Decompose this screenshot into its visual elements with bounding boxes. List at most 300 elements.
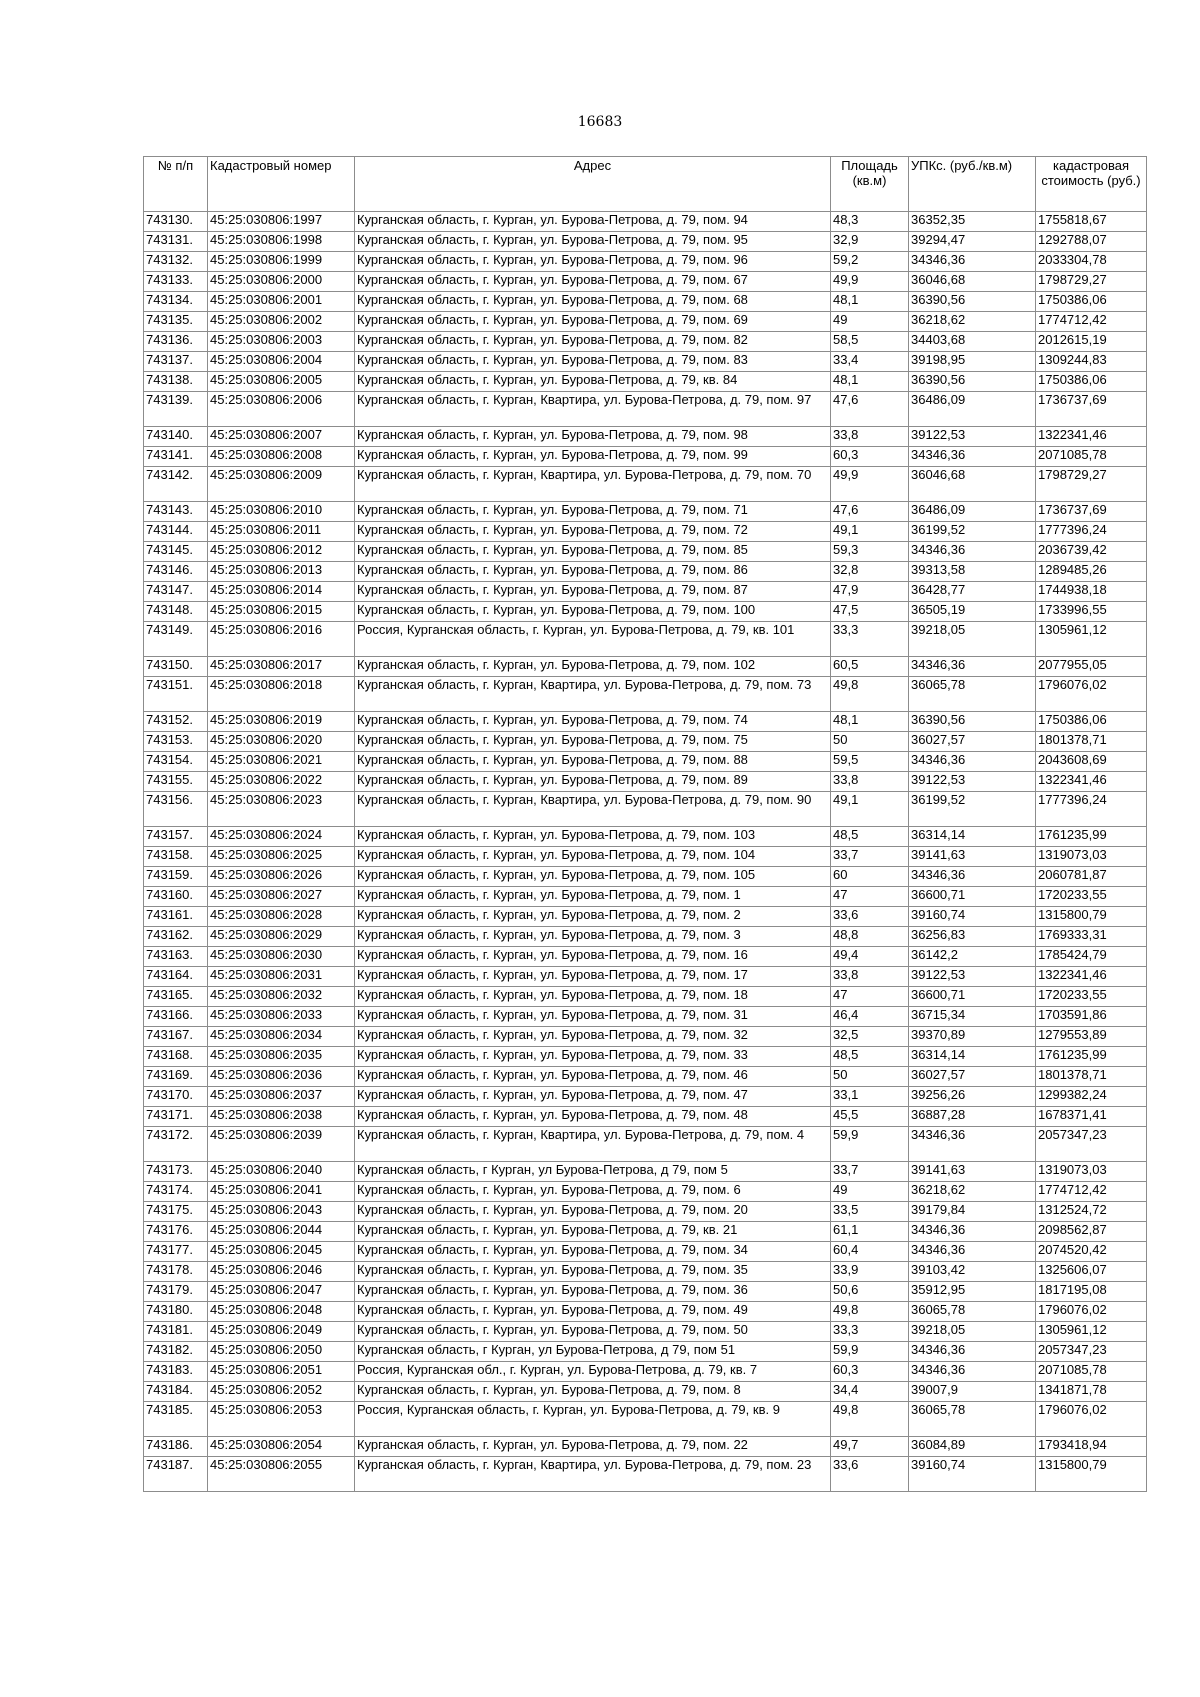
address-cell: Курганская область, г. Курган, ул. Бурова-Петрова, д. 79, пом. 18	[355, 987, 831, 1007]
cadastral-number-cell: 45:25:030806:2019	[208, 712, 355, 732]
upks-cell: 36715,34	[909, 1007, 1036, 1027]
row-number-cell: 743144.	[144, 522, 208, 542]
upks-cell: 36390,56	[909, 712, 1036, 732]
address-cell: Курганская область, г. Курган, ул. Бурова-Петрова, д. 79, пом. 89	[355, 772, 831, 792]
address-cell: Курганская область, г. Курган, ул. Бурова-Петрова, д. 79, пом. 20	[355, 1202, 831, 1222]
upks-cell: 36046,68	[909, 467, 1036, 502]
upks-cell: 36314,14	[909, 1047, 1036, 1067]
table-row	[144, 542, 1147, 562]
upks-cell: 39179,84	[909, 1202, 1036, 1222]
upks-cell: 34346,36	[909, 1342, 1036, 1362]
area-cell: 49	[831, 312, 909, 332]
area-cell: 34,4	[831, 1382, 909, 1402]
row-number-cell: 743135.	[144, 312, 208, 332]
table-row	[144, 1382, 1147, 1402]
upks-cell: 36084,89	[909, 1437, 1036, 1457]
table-row	[144, 1322, 1147, 1342]
upks-cell: 39103,42	[909, 1262, 1036, 1282]
cadastral-number-cell: 45:25:030806:2016	[208, 622, 355, 657]
row-number-cell: 743142.	[144, 467, 208, 502]
upks-cell: 34346,36	[909, 1362, 1036, 1382]
cadastral-number-cell: 45:25:030806:2041	[208, 1182, 355, 1202]
row-number-cell: 743182.	[144, 1342, 208, 1362]
cadastral-value-cell: 2057347,23	[1036, 1342, 1147, 1362]
area-cell: 32,9	[831, 232, 909, 252]
upks-cell: 36199,52	[909, 792, 1036, 827]
cadastral-value-cell: 1761235,99	[1036, 1047, 1147, 1067]
area-cell: 48,5	[831, 827, 909, 847]
row-number-cell: 743176.	[144, 1222, 208, 1242]
row-number-cell: 743160.	[144, 887, 208, 907]
table-row	[144, 1362, 1147, 1382]
area-cell: 46,4	[831, 1007, 909, 1027]
cadastral-number-cell: 45:25:030806:2027	[208, 887, 355, 907]
cadastral-value-cell: 1796076,02	[1036, 1402, 1147, 1437]
cadastral-value-cell: 1736737,69	[1036, 502, 1147, 522]
area-cell: 59,5	[831, 752, 909, 772]
row-number-cell: 743137.	[144, 352, 208, 372]
row-number-cell: 743158.	[144, 847, 208, 867]
upks-cell: 34346,36	[909, 867, 1036, 887]
area-cell: 47,6	[831, 392, 909, 427]
upks-cell: 36065,78	[909, 677, 1036, 712]
upks-cell: 36256,83	[909, 927, 1036, 947]
area-cell: 61,1	[831, 1222, 909, 1242]
cadastral-number-cell: 45:25:030806:2006	[208, 392, 355, 427]
cadastral-number-cell: 45:25:030806:2000	[208, 272, 355, 292]
cadastral-value-cell: 2036739,42	[1036, 542, 1147, 562]
table-row	[144, 1202, 1147, 1222]
area-cell: 47,5	[831, 602, 909, 622]
table-row	[144, 272, 1147, 292]
address-cell: Курганская область, г. Курган, ул. Бурова-Петрова, д. 79, пом. 85	[355, 542, 831, 562]
cadastral-number-cell: 45:25:030806:2015	[208, 602, 355, 622]
area-cell: 59,9	[831, 1342, 909, 1362]
cadastral-value-cell: 1305961,12	[1036, 1322, 1147, 1342]
area-cell: 60	[831, 867, 909, 887]
cadastral-number-cell: 45:25:030806:2054	[208, 1437, 355, 1457]
row-number-cell: 743164.	[144, 967, 208, 987]
cadastral-number-cell: 45:25:030806:2010	[208, 502, 355, 522]
address-cell: Курганская область, г. Курган, Квартира, ул. Бурова-Петрова, д. 79, пом. 23	[355, 1457, 831, 1492]
table-row	[144, 1107, 1147, 1127]
table-row	[144, 602, 1147, 622]
address-cell: Курганская область, г. Курган, ул. Бурова-Петрова, д. 79, пом. 105	[355, 867, 831, 887]
cadastral-number-cell: 45:25:030806:2031	[208, 967, 355, 987]
cadastral-number-cell: 45:25:030806:2038	[208, 1107, 355, 1127]
row-number-cell: 743163.	[144, 947, 208, 967]
area-cell: 32,5	[831, 1027, 909, 1047]
table-row	[144, 792, 1147, 827]
address-cell: Курганская область, г. Курган, ул. Бурова-Петрова, д. 79, кв. 21	[355, 1222, 831, 1242]
row-number-cell: 743146.	[144, 562, 208, 582]
address-cell: Курганская область, г. Курган, ул. Бурова-Петрова, д. 79, пом. 67	[355, 272, 831, 292]
upks-cell: 34346,36	[909, 447, 1036, 467]
row-number-cell: 743132.	[144, 252, 208, 272]
area-cell: 33,3	[831, 622, 909, 657]
area-cell: 60,3	[831, 1362, 909, 1382]
area-cell: 49	[831, 1182, 909, 1202]
table-body	[144, 212, 1147, 1492]
cadastral-number-cell: 45:25:030806:1998	[208, 232, 355, 252]
table-row	[144, 1282, 1147, 1302]
address-cell: Курганская область, г. Курган, ул. Бурова-Петрова, д. 79, пом. 1	[355, 887, 831, 907]
cadastral-value-cell: 2074520,42	[1036, 1242, 1147, 1262]
cadastral-number-cell: 45:25:030806:2008	[208, 447, 355, 467]
table-row	[144, 732, 1147, 752]
header-cadastral-number: Кадастровый номер	[208, 157, 355, 212]
row-number-cell: 743138.	[144, 372, 208, 392]
upks-cell: 39256,26	[909, 1087, 1036, 1107]
address-cell: Курганская область, г. Курган, ул. Бурова-Петрова, д. 79, кв. 84	[355, 372, 831, 392]
cadastral-value-cell: 2071085,78	[1036, 447, 1147, 467]
area-cell: 33,8	[831, 427, 909, 447]
address-cell: Курганская область, г. Курган, ул. Бурова-Петрова, д. 79, пом. 31	[355, 1007, 831, 1027]
area-cell: 59,2	[831, 252, 909, 272]
cadastral-value-cell: 1279553,89	[1036, 1027, 1147, 1047]
cadastral-value-cell: 1769333,31	[1036, 927, 1147, 947]
cadastral-number-cell: 45:25:030806:2001	[208, 292, 355, 312]
row-number-cell: 743169.	[144, 1067, 208, 1087]
row-number-cell: 743165.	[144, 987, 208, 1007]
row-number-cell: 743141.	[144, 447, 208, 467]
header-upks: УПКс. (руб./кв.м)	[909, 157, 1036, 212]
table-row	[144, 312, 1147, 332]
cadastral-number-cell: 45:25:030806:2018	[208, 677, 355, 712]
table-row	[144, 907, 1147, 927]
area-cell: 48,5	[831, 1047, 909, 1067]
area-cell: 49,8	[831, 1402, 909, 1437]
upks-cell: 39141,63	[909, 847, 1036, 867]
table-row	[144, 212, 1147, 232]
cadastral-number-cell: 45:25:030806:1997	[208, 212, 355, 232]
table-row	[144, 522, 1147, 542]
upks-cell: 36199,52	[909, 522, 1036, 542]
address-cell: Курганская область, г. Курган, ул. Бурова-Петрова, д. 79, пом. 75	[355, 732, 831, 752]
cadastral-value-cell: 1309244,83	[1036, 352, 1147, 372]
address-cell: Курганская область, г. Курган, ул. Бурова-Петрова, д. 79, пом. 16	[355, 947, 831, 967]
area-cell: 48,3	[831, 212, 909, 232]
area-cell: 47	[831, 987, 909, 1007]
address-cell: Курганская область, г. Курган, ул. Бурова-Петрова, д. 79, пом. 102	[355, 657, 831, 677]
address-cell: Курганская область, г. Курган, ул. Бурова-Петрова, д. 79, пом. 103	[355, 827, 831, 847]
cadastral-value-cell: 1774712,42	[1036, 1182, 1147, 1202]
cadastral-number-cell: 45:25:030806:2004	[208, 352, 355, 372]
cadastral-value-cell: 1325606,07	[1036, 1262, 1147, 1282]
address-cell: Курганская область, г Курган, ул Бурова-Петрова, д 79, пом 5	[355, 1162, 831, 1182]
cadastral-number-cell: 45:25:030806:2024	[208, 827, 355, 847]
cadastral-value-cell: 1750386,06	[1036, 712, 1147, 732]
cadastral-number-cell: 45:25:030806:2053	[208, 1402, 355, 1437]
upks-cell: 36428,77	[909, 582, 1036, 602]
table-row	[144, 372, 1147, 392]
row-number-cell: 743167.	[144, 1027, 208, 1047]
upks-cell: 39160,74	[909, 1457, 1036, 1492]
cadastral-number-cell: 45:25:030806:2051	[208, 1362, 355, 1382]
area-cell: 33,8	[831, 967, 909, 987]
row-number-cell: 743162.	[144, 927, 208, 947]
cadastral-number-cell: 45:25:030806:2034	[208, 1027, 355, 1047]
area-cell: 59,9	[831, 1127, 909, 1162]
table-row	[144, 987, 1147, 1007]
table-row	[144, 232, 1147, 252]
address-cell: Курганская область, г. Курган, ул. Бурова-Петрова, д. 79, пом. 32	[355, 1027, 831, 1047]
address-cell: Россия, Курганская обл., г. Курган, ул. Бурова-Петрова, д. 79, кв. 7	[355, 1362, 831, 1382]
cadastral-value-cell: 2043608,69	[1036, 752, 1147, 772]
area-cell: 49,9	[831, 467, 909, 502]
cadastral-number-cell: 45:25:030806:2035	[208, 1047, 355, 1067]
upks-cell: 36390,56	[909, 372, 1036, 392]
cadastral-value-cell: 1750386,06	[1036, 292, 1147, 312]
area-cell: 33,3	[831, 1322, 909, 1342]
row-number-cell: 743161.	[144, 907, 208, 927]
cadastral-value-cell: 1801378,71	[1036, 732, 1147, 752]
upks-cell: 34346,36	[909, 542, 1036, 562]
upks-cell: 36314,14	[909, 827, 1036, 847]
cadastral-number-cell: 45:25:030806:2030	[208, 947, 355, 967]
table-row	[144, 867, 1147, 887]
area-cell: 60,5	[831, 657, 909, 677]
table-row	[144, 352, 1147, 372]
upks-cell: 36046,68	[909, 272, 1036, 292]
table-row	[144, 1242, 1147, 1262]
cadastral-value-cell: 1785424,79	[1036, 947, 1147, 967]
row-number-cell: 743147.	[144, 582, 208, 602]
row-number-cell: 743173.	[144, 1162, 208, 1182]
area-cell: 60,4	[831, 1242, 909, 1262]
table-row	[144, 1027, 1147, 1047]
upks-cell: 35912,95	[909, 1282, 1036, 1302]
row-number-cell: 743134.	[144, 292, 208, 312]
address-cell: Курганская область, г. Курган, ул. Бурова-Петрова, д. 79, пом. 36	[355, 1282, 831, 1302]
upks-cell: 36486,09	[909, 392, 1036, 427]
address-cell: Россия, Курганская область, г. Курган, ул. Бурова-Петрова, д. 79, кв. 9	[355, 1402, 831, 1437]
address-cell: Курганская область, г. Курган, ул. Бурова-Петрова, д. 79, пом. 33	[355, 1047, 831, 1067]
table-row	[144, 967, 1147, 987]
upks-cell: 34346,36	[909, 1127, 1036, 1162]
row-number-cell: 743143.	[144, 502, 208, 522]
row-number-cell: 743153.	[144, 732, 208, 752]
table-row	[144, 467, 1147, 502]
table-row	[144, 447, 1147, 467]
header-area: Площадь (кв.м)	[831, 157, 909, 212]
upks-cell: 36600,71	[909, 987, 1036, 1007]
cadastral-number-cell: 45:25:030806:2039	[208, 1127, 355, 1162]
area-cell: 33,6	[831, 1457, 909, 1492]
cadastral-value-table	[143, 156, 1147, 1492]
table-row	[144, 657, 1147, 677]
cadastral-number-cell: 45:25:030806:2014	[208, 582, 355, 602]
cadastral-number-cell: 45:25:030806:2049	[208, 1322, 355, 1342]
cadastral-number-cell: 45:25:030806:2005	[208, 372, 355, 392]
address-cell: Курганская область, г. Курган, ул. Бурова-Петрова, д. 79, пом. 74	[355, 712, 831, 732]
cadastral-value-cell: 1736737,69	[1036, 392, 1147, 427]
cadastral-value-cell: 1289485,26	[1036, 562, 1147, 582]
upks-cell: 39141,63	[909, 1162, 1036, 1182]
cadastral-value-cell: 1801378,71	[1036, 1067, 1147, 1087]
row-number-cell: 743152.	[144, 712, 208, 732]
address-cell: Курганская область, г. Курган, ул. Бурова-Петрова, д. 79, пом. 100	[355, 602, 831, 622]
table-row	[144, 1437, 1147, 1457]
address-cell: Курганская область, г. Курган, ул. Бурова-Петрова, д. 79, пом. 86	[355, 562, 831, 582]
cadastral-number-cell: 45:25:030806:2012	[208, 542, 355, 562]
cadastral-number-cell: 45:25:030806:2021	[208, 752, 355, 772]
cadastral-number-cell: 45:25:030806:1999	[208, 252, 355, 272]
area-cell: 50	[831, 732, 909, 752]
cadastral-value-cell: 1315800,79	[1036, 907, 1147, 927]
header-address: Адрес	[355, 157, 831, 212]
row-number-cell: 743151.	[144, 677, 208, 712]
table-row	[144, 252, 1147, 272]
cadastral-value-cell: 1319073,03	[1036, 847, 1147, 867]
cadastral-value-cell: 1798729,27	[1036, 467, 1147, 502]
address-cell: Курганская область, г. Курган, ул. Бурова-Петрова, д. 79, пом. 49	[355, 1302, 831, 1322]
address-cell: Курганская область, г. Курган, ул. Бурова-Петрова, д. 79, пом. 95	[355, 232, 831, 252]
upks-cell: 39160,74	[909, 907, 1036, 927]
address-cell: Курганская область, г. Курган, ул. Бурова-Петрова, д. 79, пом. 6	[355, 1182, 831, 1202]
address-cell: Курганская область, г. Курган, ул. Бурова-Петрова, д. 79, пом. 98	[355, 427, 831, 447]
row-number-cell: 743168.	[144, 1047, 208, 1067]
table-row	[144, 1182, 1147, 1202]
upks-cell: 36027,57	[909, 732, 1036, 752]
page-number: 16683	[577, 114, 623, 130]
table-row	[144, 1067, 1147, 1087]
cadastral-value-cell: 2057347,23	[1036, 1127, 1147, 1162]
cadastral-number-cell: 45:25:030806:2032	[208, 987, 355, 1007]
table-header-row	[144, 157, 1147, 212]
row-number-cell: 743183.	[144, 1362, 208, 1382]
row-number-cell: 743175.	[144, 1202, 208, 1222]
upks-cell: 36505,19	[909, 602, 1036, 622]
table-row	[144, 827, 1147, 847]
cadastral-number-cell: 45:25:030806:2020	[208, 732, 355, 752]
cadastral-value-cell: 1305961,12	[1036, 622, 1147, 657]
upks-cell: 34346,36	[909, 1242, 1036, 1262]
table-row	[144, 1402, 1147, 1437]
upks-cell: 34346,36	[909, 752, 1036, 772]
upks-cell: 39294,47	[909, 232, 1036, 252]
cadastral-value-cell: 1319073,03	[1036, 1162, 1147, 1182]
cadastral-value-cell: 1720233,55	[1036, 987, 1147, 1007]
address-cell: Курганская область, г. Курган, ул. Бурова-Петрова, д. 79, пом. 69	[355, 312, 831, 332]
cadastral-number-cell: 45:25:030806:2025	[208, 847, 355, 867]
cadastral-number-cell: 45:25:030806:2033	[208, 1007, 355, 1027]
address-cell: Курганская область, г. Курган, Квартира, ул. Бурова-Петрова, д. 79, пом. 73	[355, 677, 831, 712]
table-row	[144, 1222, 1147, 1242]
address-cell: Курганская область, г. Курган, ул. Бурова-Петрова, д. 79, пом. 82	[355, 332, 831, 352]
row-number-cell: 743136.	[144, 332, 208, 352]
address-cell: Россия, Курганская область, г. Курган, ул. Бурова-Петрова, д. 79, кв. 101	[355, 622, 831, 657]
cadastral-value-cell: 1777396,24	[1036, 522, 1147, 542]
area-cell: 33,6	[831, 907, 909, 927]
cadastral-value-cell: 1750386,06	[1036, 372, 1147, 392]
table-row	[144, 582, 1147, 602]
row-number-cell: 743178.	[144, 1262, 208, 1282]
area-cell: 33,1	[831, 1087, 909, 1107]
cadastral-value-cell: 1755818,67	[1036, 212, 1147, 232]
area-cell: 48,1	[831, 712, 909, 732]
address-cell: Курганская область, г. Курган, ул. Бурова-Петрова, д. 79, пом. 2	[355, 907, 831, 927]
row-number-cell: 743157.	[144, 827, 208, 847]
area-cell: 33,7	[831, 1162, 909, 1182]
table-row	[144, 392, 1147, 427]
cadastral-number-cell: 45:25:030806:2026	[208, 867, 355, 887]
cadastral-number-cell: 45:25:030806:2037	[208, 1087, 355, 1107]
cadastral-value-cell: 1315800,79	[1036, 1457, 1147, 1492]
cadastral-value-cell: 1678371,41	[1036, 1107, 1147, 1127]
address-cell: Курганская область, г. Курган, Квартира, ул. Бурова-Петрова, д. 79, пом. 97	[355, 392, 831, 427]
table-row	[144, 1087, 1147, 1107]
upks-cell: 36142,2	[909, 947, 1036, 967]
row-number-cell: 743130.	[144, 212, 208, 232]
upks-cell: 34346,36	[909, 1222, 1036, 1242]
upks-cell: 36218,62	[909, 1182, 1036, 1202]
area-cell: 48,1	[831, 372, 909, 392]
address-cell: Курганская область, г. Курган, ул. Бурова-Петрова, д. 79, пом. 8	[355, 1382, 831, 1402]
cadastral-value-cell: 1299382,24	[1036, 1087, 1147, 1107]
upks-cell: 39122,53	[909, 772, 1036, 792]
table-row	[144, 1047, 1147, 1067]
area-cell: 50,6	[831, 1282, 909, 1302]
table-row	[144, 1127, 1147, 1162]
upks-cell: 36065,78	[909, 1302, 1036, 1322]
area-cell: 49,8	[831, 1302, 909, 1322]
area-cell: 33,8	[831, 772, 909, 792]
area-cell: 48,8	[831, 927, 909, 947]
cadastral-value-cell: 1312524,72	[1036, 1202, 1147, 1222]
row-number-cell: 743174.	[144, 1182, 208, 1202]
row-number-cell: 743170.	[144, 1087, 208, 1107]
address-cell: Курганская область, г. Курган, ул. Бурова-Петрова, д. 79, пом. 68	[355, 292, 831, 312]
cadastral-number-cell: 45:25:030806:2047	[208, 1282, 355, 1302]
row-number-cell: 743156.	[144, 792, 208, 827]
table-row	[144, 332, 1147, 352]
cadastral-value-cell: 2098562,87	[1036, 1222, 1147, 1242]
table-row	[144, 622, 1147, 657]
cadastral-number-cell: 45:25:030806:2043	[208, 1202, 355, 1222]
area-cell: 47,9	[831, 582, 909, 602]
address-cell: Курганская область, г. Курган, ул. Бурова-Петрова, д. 79, пом. 99	[355, 447, 831, 467]
row-number-cell: 743187.	[144, 1457, 208, 1492]
cadastral-value-cell: 1817195,08	[1036, 1282, 1147, 1302]
row-number-cell: 743140.	[144, 427, 208, 447]
row-number-cell: 743148.	[144, 602, 208, 622]
upks-cell: 39198,95	[909, 352, 1036, 372]
address-cell: Курганская область, г. Курган, ул. Бурова-Петрова, д. 79, пом. 17	[355, 967, 831, 987]
upks-cell: 36065,78	[909, 1402, 1036, 1437]
upks-cell: 36218,62	[909, 312, 1036, 332]
row-number-cell: 743172.	[144, 1127, 208, 1162]
area-cell: 47	[831, 887, 909, 907]
upks-cell: 34346,36	[909, 657, 1036, 677]
area-cell: 49,8	[831, 677, 909, 712]
row-number-cell: 743154.	[144, 752, 208, 772]
cadastral-number-cell: 45:25:030806:2050	[208, 1342, 355, 1362]
row-number-cell: 743166.	[144, 1007, 208, 1027]
address-cell: Курганская область, г. Курган, ул. Бурова-Петрова, д. 79, пом. 83	[355, 352, 831, 372]
table-row	[144, 502, 1147, 522]
upks-cell: 36352,35	[909, 212, 1036, 232]
upks-cell: 39007,9	[909, 1382, 1036, 1402]
area-cell: 45,5	[831, 1107, 909, 1127]
area-cell: 33,4	[831, 352, 909, 372]
cadastral-value-cell: 1322341,46	[1036, 427, 1147, 447]
row-number-cell: 743145.	[144, 542, 208, 562]
area-cell: 47,6	[831, 502, 909, 522]
header-num: № п/п	[144, 157, 208, 212]
address-cell: Курганская область, г. Курган, ул. Бурова-Петрова, д. 79, пом. 22	[355, 1437, 831, 1457]
area-cell: 33,9	[831, 1262, 909, 1282]
